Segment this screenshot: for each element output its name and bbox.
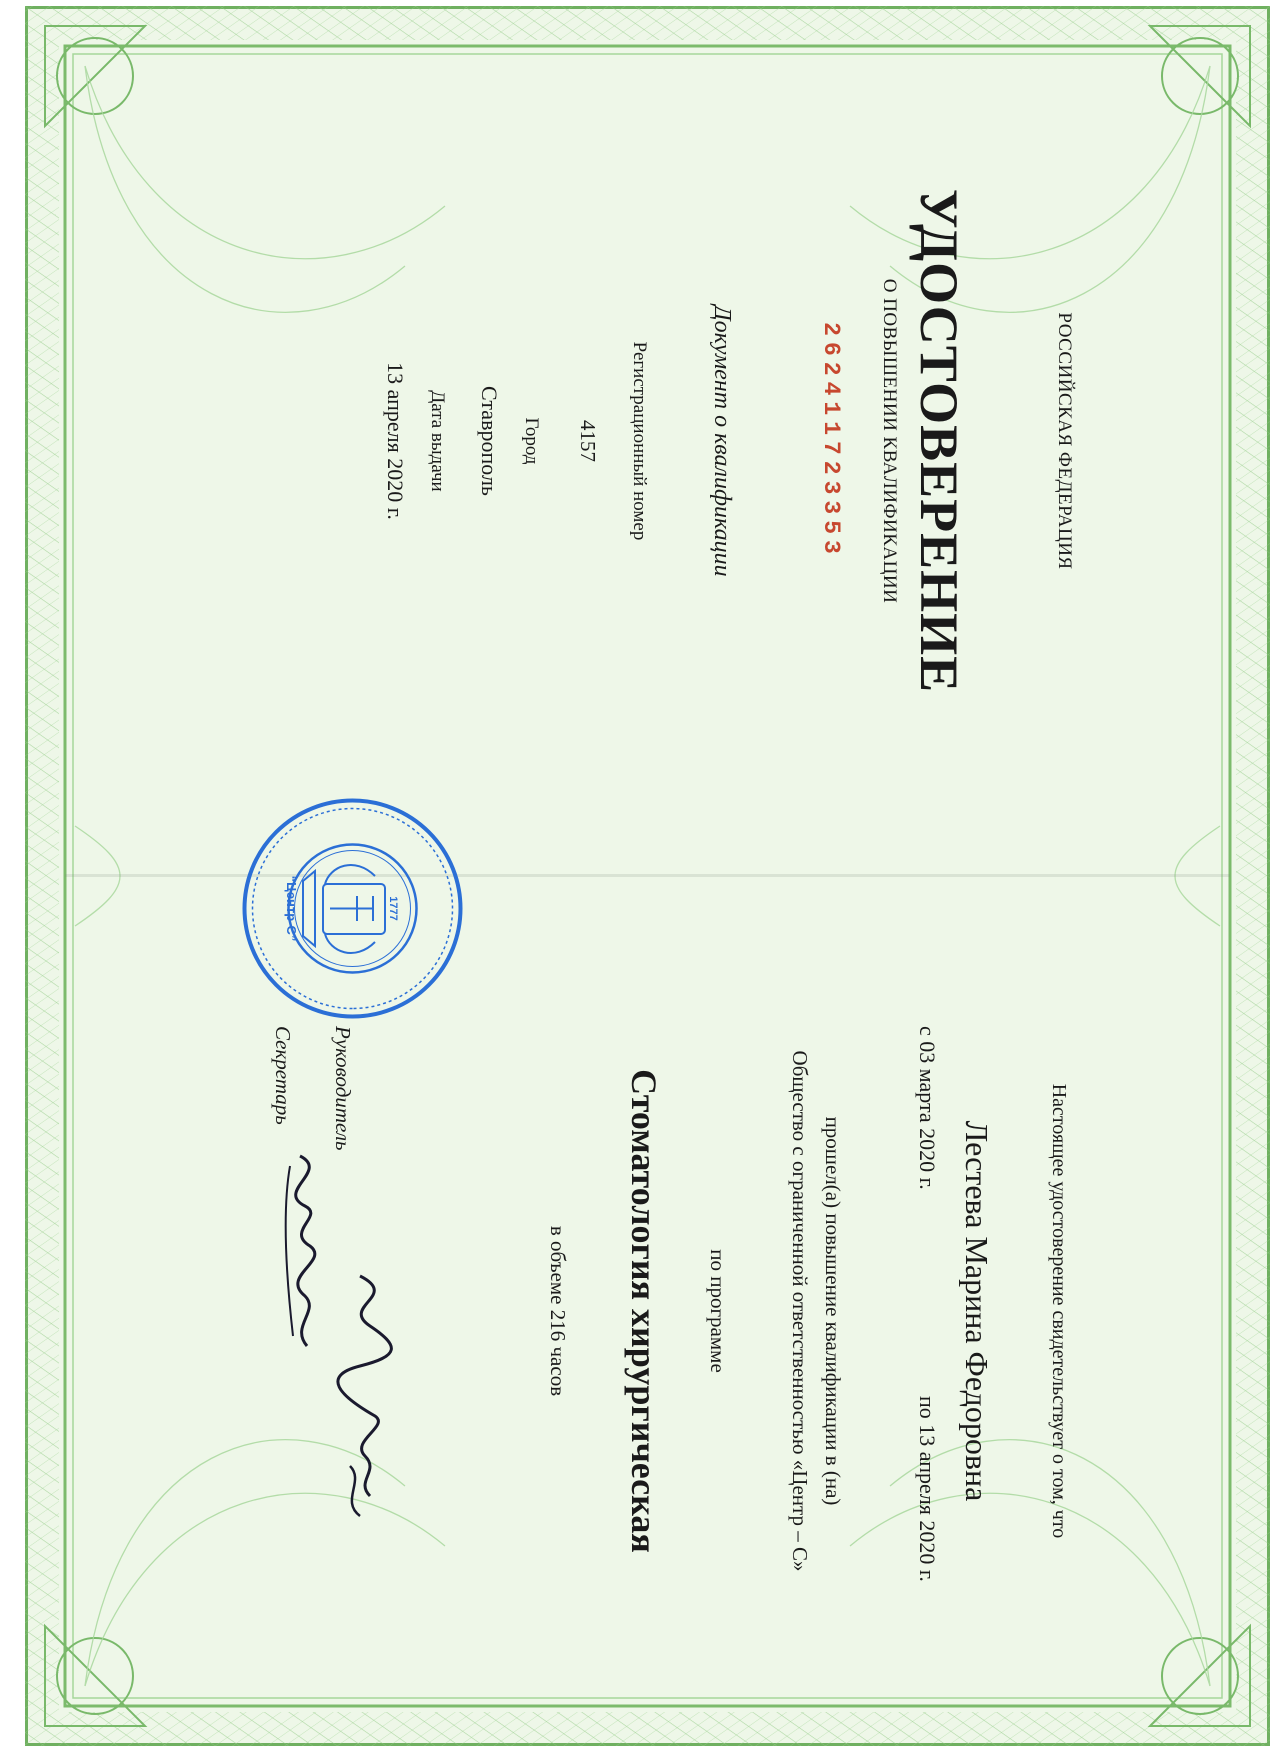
registration-number: 4157 bbox=[576, 420, 600, 462]
head-label: Руководитель bbox=[331, 1026, 355, 1151]
program-label: по программе bbox=[706, 1249, 730, 1373]
secretary-label: Секретарь bbox=[271, 1026, 295, 1125]
seal-year: 1777 bbox=[387, 896, 399, 921]
document-type: Документ о квалификации bbox=[709, 305, 735, 577]
city-label: Город bbox=[521, 417, 542, 465]
period-from: с 03 марта 2020 г. bbox=[915, 1026, 940, 1190]
right-page bbox=[25, 876, 1270, 1746]
official-seal bbox=[240, 796, 465, 1021]
program-volume: в объеме 216 часов bbox=[546, 1225, 570, 1397]
left-page bbox=[25, 6, 1270, 876]
document-title: УДОСТОВЕРЕНИЕ bbox=[909, 188, 969, 694]
registration-label: Регистрационный номер bbox=[629, 341, 650, 541]
issue-date-label: Дата выдачи bbox=[427, 390, 448, 492]
certificate bbox=[25, 6, 1270, 1746]
issue-date: 13 апреля 2020 г. bbox=[383, 362, 408, 520]
seal-org-name: “Центр-С” bbox=[284, 875, 299, 942]
secretary-signature bbox=[265, 1146, 345, 1366]
period-to: по 13 апреля 2020 г. bbox=[915, 1396, 940, 1582]
document-subtitle: О ПОВЫШЕНИИ КВАЛИФИКАЦИИ bbox=[879, 278, 900, 604]
passed-text: прошел(а) повышение квалификации в (на) bbox=[821, 1116, 845, 1506]
certificate-intro: Настоящее удостоверение свидетельствует о том, что bbox=[1048, 1083, 1070, 1539]
document-number: 262411723353 bbox=[818, 322, 844, 560]
organization-name: Общество с ограниченной ответственностью «Центр – С» bbox=[788, 1050, 812, 1572]
holder-name: Лестева Марина Федоровна bbox=[959, 1120, 995, 1502]
program-name: Стоматология хирургическая bbox=[624, 1069, 664, 1553]
country-name: РОССИЙСКАЯ ФЕДЕРАЦИЯ bbox=[1054, 312, 1075, 570]
city-name: Ставрополь bbox=[477, 386, 502, 496]
